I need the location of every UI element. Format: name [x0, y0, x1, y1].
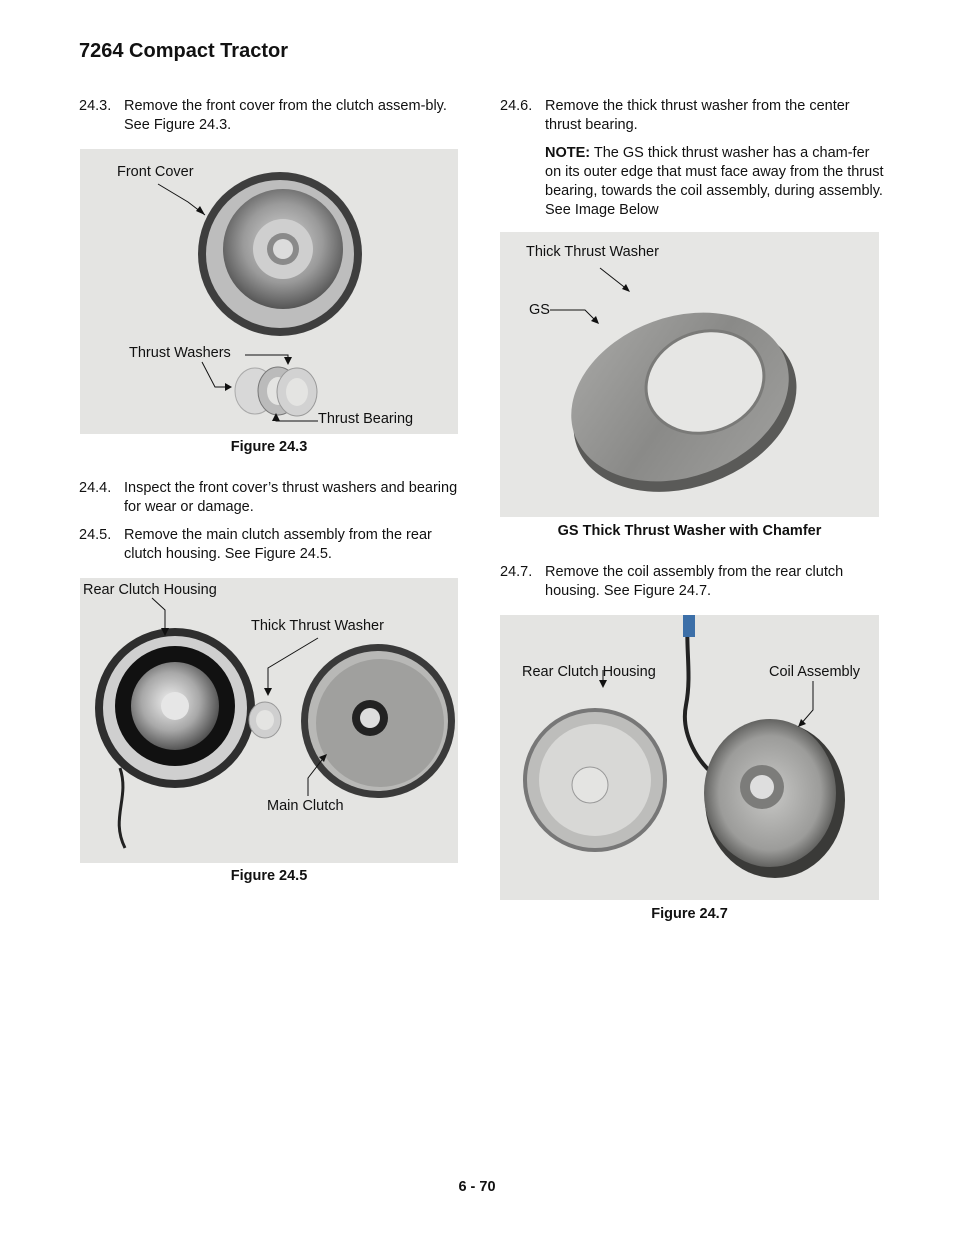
figure-24-5-photo	[80, 578, 458, 863]
thick-thrust-washer-shape	[249, 702, 281, 738]
note-label: NOTE:	[545, 145, 591, 161]
step-number: 24.7.	[500, 564, 533, 580]
page-number: 6 - 70	[458, 1179, 496, 1195]
step-24-3	[79, 97, 459, 135]
label-thick-thrust-washer: Thick Thrust Washer	[526, 244, 659, 260]
step-24-6	[500, 97, 885, 135]
label-thrust-bearing: Thrust Bearing	[318, 411, 414, 427]
figure-24-5-caption: Figure 24.5	[230, 868, 308, 884]
label-thrust-washers: Thrust Washers	[129, 345, 231, 361]
step-number: 24.3.	[79, 98, 112, 114]
step-text: Remove the coil assembly from the rear clutch housing. See Figure 24.7.	[545, 564, 844, 599]
step-text: Remove the thick thrust washer from the center thrust bearing.	[545, 98, 850, 133]
step-24-5	[79, 526, 459, 564]
figure-gs-washer-photo	[500, 232, 879, 517]
label-front-cover: Front Cover	[117, 164, 194, 180]
figure-24-7-caption: Figure 24.7	[651, 906, 728, 922]
step-number: 24.6.	[500, 98, 533, 114]
note-text: The GS thick thrust washer has a cham-fer on its outer edge that must face away from the thrust bearing, towards the coil assembly, during assembly. See Image Below	[545, 145, 884, 218]
label-main-clutch: Main Clutch	[267, 798, 344, 814]
thrust-washers-shape	[235, 367, 317, 416]
step-24-7	[500, 563, 885, 601]
figure-24-7-photo	[500, 615, 879, 900]
step-number: 24.4.	[79, 480, 112, 496]
figure-24-3-photo	[80, 149, 458, 434]
step-text: Remove the front cover from the clutch assem-bly. See Figure 24.3.	[124, 98, 447, 133]
label-gs: GS	[529, 302, 550, 318]
front-cover-shape	[198, 172, 362, 336]
label-rear-clutch-housing: Rear Clutch Housing	[83, 582, 217, 598]
step-number: 24.5.	[79, 527, 112, 543]
step-text: Remove the main clutch assembly from the rear clutch housing. See Figure 24.5.	[124, 527, 432, 562]
rear-clutch-housing-shape	[95, 628, 255, 788]
step-text: Inspect the front cover’s thrust washers and bearing for wear or damage.	[124, 480, 458, 515]
label-rear-clutch-housing: Rear Clutch Housing	[522, 664, 656, 680]
figure-gs-washer-caption: GS Thick Thrust Washer with Chamfer	[557, 523, 822, 539]
note-gs-thrust-washer	[545, 144, 885, 220]
label-thick-thrust-washer: Thick Thrust Washer	[251, 618, 384, 634]
main-clutch-shape	[301, 644, 455, 798]
step-24-4	[79, 479, 459, 517]
figure-24-3-caption: Figure 24.3	[230, 439, 308, 455]
label-coil-assembly: Coil Assembly	[769, 664, 861, 680]
page-title: 7264 Compact Tractor	[79, 40, 288, 62]
rear-clutch-housing-shape	[525, 710, 665, 850]
